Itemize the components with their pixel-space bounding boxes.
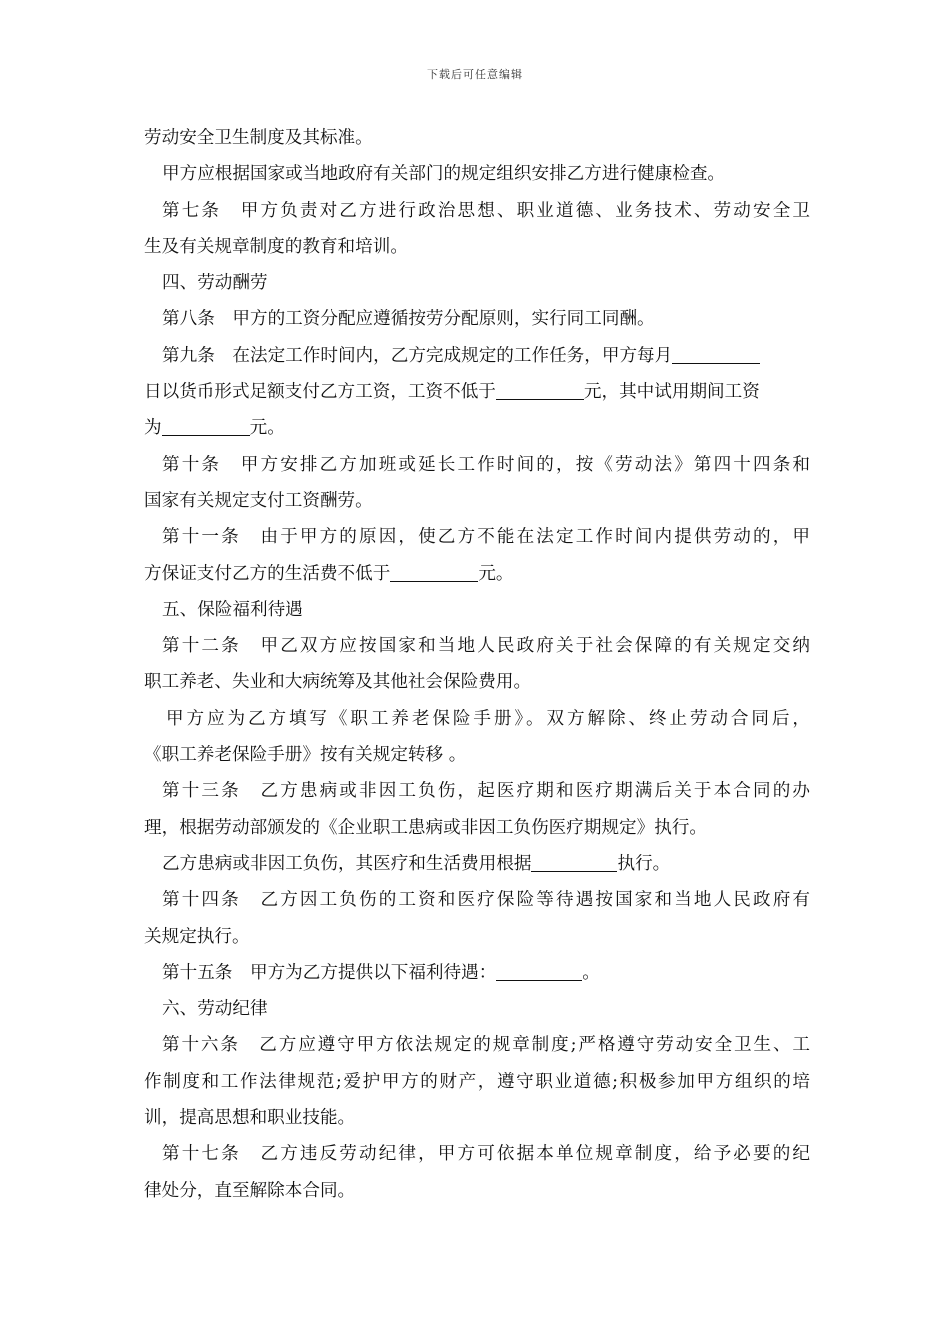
line-text: 元，其中试用期间工资 xyxy=(583,382,760,403)
min-wage-blank[interactable] xyxy=(496,379,584,400)
paragraph-line: 国家有关规定支付工资酬劳。 xyxy=(144,490,373,511)
paragraph-line xyxy=(144,556,810,592)
section-heading-4: 四、劳动酬劳 xyxy=(162,273,268,294)
line-text: 方保证支付乙方的生活费不低于 xyxy=(144,563,391,584)
article-12-line: 第十二条 甲乙双方应按国家和当地人民政府关于社会保障的有关规定交纳 xyxy=(162,636,810,657)
paragraph-line xyxy=(144,846,810,882)
living-allowance-blank[interactable] xyxy=(390,561,478,582)
article-16-line: 第十六条 乙方应遵守甲方依法规定的规章制度;严格遵守劳动安全卫生、工 xyxy=(162,1035,810,1056)
page-header: 下载后可任意编辑 xyxy=(427,68,523,81)
paragraph-line: 职工养老、失业和大病统筹及其他社会保险费用。 xyxy=(144,672,532,693)
line-text: 乙方患病或非因工负伤，其医疗和生活费用根据 xyxy=(162,853,532,874)
document-body xyxy=(144,120,810,1209)
article-10-line: 第十条 甲方安排乙方加班或延长工作时间的，按《劳动法》第四十四条和 xyxy=(162,454,810,475)
article-9-line xyxy=(144,338,810,374)
paragraph-line: 劳动安全卫生制度及其标准。 xyxy=(144,128,373,148)
line-text: 执行。 xyxy=(617,853,671,874)
article-8-line: 第八条 甲方的工资分配应遵循按劳分配原则，实行同工同酬。 xyxy=(162,309,655,330)
paragraph-line: 作制度和工作法律规范;爱护甲方的财产，遵守职业道德;积极参加甲方组织的培 xyxy=(144,1071,810,1092)
article-17-line: 第十七条 乙方违反劳动纪律，甲方可依据本单位规章制度，给予必要的纪 xyxy=(162,1144,810,1165)
article-14-line: 第十四条 乙方因工负伤的工资和医疗保险等待遇按国家和当地人民政府有 xyxy=(162,890,810,911)
article-11-line: 第十一条 由于甲方的原因，使乙方不能在法定工作时间内提供劳动的，甲 xyxy=(162,527,810,548)
section-heading-6: 六、劳动纪律 xyxy=(162,999,268,1020)
benefits-blank[interactable] xyxy=(496,960,582,981)
article-13-line: 第十三条 乙方患病或非因工负伤，起医疗期和医疗期满后关于本合同的办 xyxy=(162,781,810,802)
line-text: 第九条 在法定工作时间内，乙方完成规定的工作任务，甲方每月 xyxy=(162,345,673,366)
paragraph-line: 训，提高思想和职业技能。 xyxy=(144,1108,356,1129)
section-heading-5: 五、保险福利待遇 xyxy=(162,599,303,620)
paragraph-line xyxy=(144,410,810,446)
line-text: 元。 xyxy=(478,563,514,584)
line-text: 为 xyxy=(144,418,162,439)
line-text: 元。 xyxy=(249,418,285,439)
article-7-line: 第七条 甲方负责对乙方进行政治思想、职业道德、业务技术、劳动安全卫 xyxy=(162,200,810,221)
paragraph-line: 甲方应根据国家或当地政府有关部门的规定组织安排乙方进行健康检查。 xyxy=(162,164,726,185)
paragraph-line xyxy=(144,374,810,410)
paragraph-line: 《职工养老保险手册》按有关规定转移 。 xyxy=(144,745,467,766)
line-text: 第十五条 甲方为乙方提供以下福利待遇： xyxy=(162,962,497,983)
payday-blank[interactable] xyxy=(672,343,760,364)
probation-wage-blank[interactable] xyxy=(162,415,250,436)
paragraph-line: 生及有关规章制度的教育和培训。 xyxy=(144,236,408,257)
line-text: 。 xyxy=(582,962,600,983)
paragraph-line: 关规定执行。 xyxy=(144,926,250,947)
line-text: 日以货币形式足额支付乙方工资，工资不低于 xyxy=(144,382,496,403)
paragraph-line: 理，根据劳动部颁发的《企业职工患病或非因工负伤医疗期规定》执行。 xyxy=(144,817,708,838)
article-15-line xyxy=(144,955,810,991)
paragraph-line: 律处分，直至解除本合同。 xyxy=(144,1180,356,1201)
paragraph-line: 甲方应为乙方填写《职工养老保险手册》。双方解除、终止劳动合同后， xyxy=(166,708,810,729)
medical-basis-blank[interactable] xyxy=(531,851,617,872)
